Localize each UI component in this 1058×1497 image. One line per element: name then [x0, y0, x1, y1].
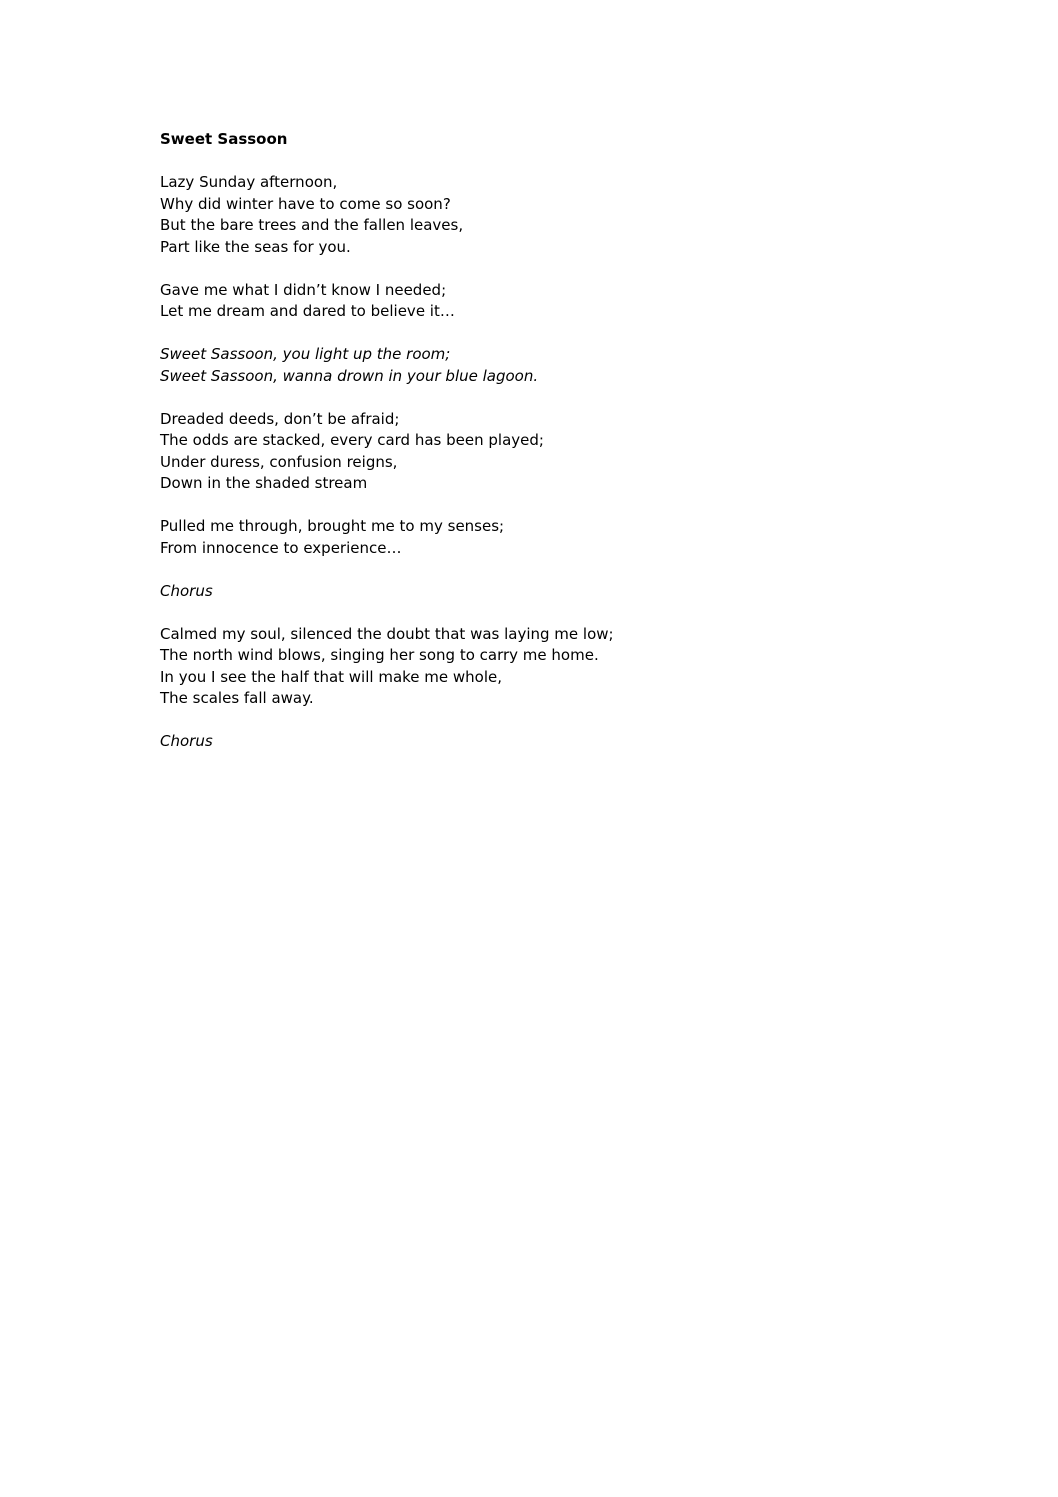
lyric-line: But the bare trees and the fallen leaves,	[160, 216, 464, 234]
lyric-line: Sweet Sassoon, wanna drown in your blue lagoon.	[160, 366, 539, 385]
pre-chorus-1	[160, 280, 980, 323]
song-title: Sweet Sassoon	[160, 130, 288, 148]
lyric-line: From innocence to experience…	[160, 538, 402, 557]
lyric-line: In you I see the half that will make me whole,	[160, 667, 503, 686]
chorus-label: Chorus	[160, 732, 213, 750]
lyric-line: Down in the shaded stream	[160, 474, 368, 492]
lyric-line: Why did winter have to come so soon?	[160, 194, 451, 213]
lyric-line: Part like the seas for you.	[160, 237, 351, 256]
lyric-line: The scales fall away.	[160, 689, 314, 707]
bridge	[160, 624, 980, 710]
lyric-line: The odds are stacked, every card has been played;	[160, 431, 544, 449]
lyric-line: Dreaded deeds, don’t be afraid;	[160, 409, 400, 428]
verse-2	[160, 409, 980, 495]
lyric-line: Sweet Sassoon, you light up the room;	[160, 345, 451, 363]
lyric-line: Pulled me through, brought me to my senses;	[160, 517, 505, 535]
lyric-line: Gave me what I didn’t know I needed;	[160, 280, 447, 299]
verse-1	[160, 172, 980, 258]
lyric-line: Let me dream and dared to believe it…	[160, 302, 455, 320]
lyric-line: Calmed my soul, silenced the doubt that was laying me low;	[160, 624, 614, 643]
lyric-line: Under duress, confusion reigns,	[160, 452, 398, 471]
chorus	[160, 344, 980, 387]
chorus-label: Chorus	[160, 581, 213, 600]
lyrics-content	[160, 129, 980, 774]
lyric-line: Lazy Sunday afternoon,	[160, 173, 338, 191]
lyric-line: The north wind blows, singing her song to carry me home.	[160, 646, 599, 664]
pre-chorus-2	[160, 516, 980, 559]
